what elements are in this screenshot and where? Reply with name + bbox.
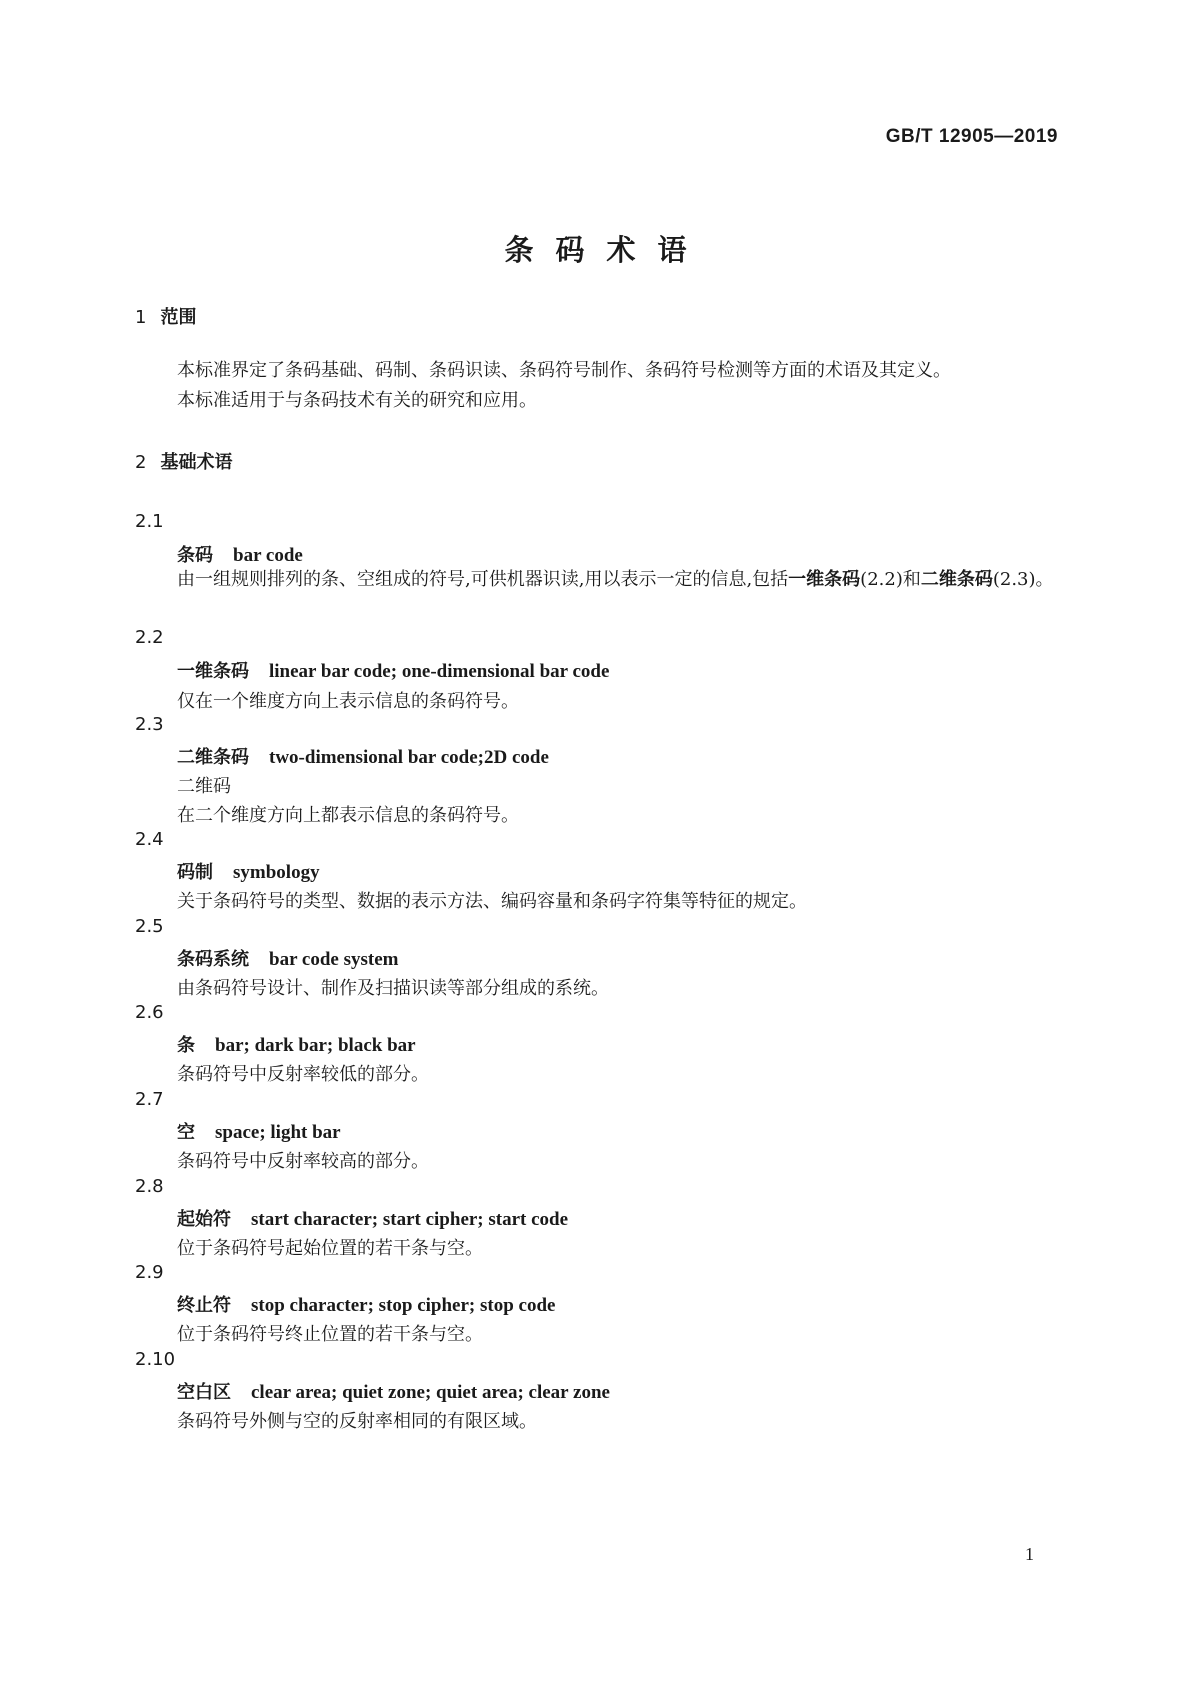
term-chinese: 条码 [177,545,213,566]
term-chinese: 条 [177,1035,195,1056]
term-entry [177,743,549,769]
section-number: 2 [135,452,147,473]
definition-text: 由一组规则排列的条、空组成的符号,可供机器识读,用以表示一定的信息,包括 [177,569,789,590]
term-entry [177,1118,341,1144]
page-number: 1 [1025,1544,1034,1564]
term-english: symbology [233,862,320,883]
term-entry [177,1031,416,1057]
term-english: bar code [233,545,303,566]
term-chinese: 一维条码 [177,661,249,682]
term-entry [177,858,320,884]
clause-number: 2.7 [135,1089,164,1110]
term-english: linear bar code; one-dimensional bar code [269,661,610,682]
term-definition: 条码符号中反射率较高的部分。 [177,1151,429,1172]
term-definition: 位于条码符号终止位置的若干条与空。 [177,1324,483,1345]
section-title: 范围 [160,307,197,328]
clause-number: 2.2 [135,627,164,648]
clause-number: 2.6 [135,1002,164,1023]
term-english: start character; start cipher; start code [251,1209,569,1230]
term-definition: 仅在一个维度方向上表示信息的条码符号。 [177,691,519,712]
term-chinese: 码制 [177,862,213,883]
term-english: bar; dark bar; black bar [215,1035,416,1056]
term-chinese: 起始符 [177,1209,231,1230]
term-chinese: 空白区 [177,1382,231,1403]
clause-number: 2.4 [135,829,164,850]
scope-paragraph-1: 本标准界定了条码基础、码制、条码识读、条码符号制作、条码符号检测等方面的术语及其定义。 [177,360,951,381]
section-title: 基础术语 [160,452,233,473]
term-definition: 关于条码符号的类型、数据的表示方法、编码容量和条码字符集等特征的规定。 [177,891,807,912]
term-english: two-dimensional bar code;2D code [269,747,549,768]
term-definition: 由条码符号设计、制作及扫描识读等部分组成的系统。 [177,978,609,999]
term-definition: 条码符号中反射率较低的部分。 [177,1064,429,1085]
term-entry [177,1378,610,1404]
term-chinese: 终止符 [177,1295,231,1316]
term-entry [177,1205,568,1231]
term-synonym: 二维码 [177,776,231,797]
term-entry [177,1291,555,1317]
standard-number: GB/T 12905—2019 [885,126,1058,147]
term-english: bar code system [269,949,399,970]
term-english: stop character; stop cipher; stop code [251,1295,556,1316]
term-definition: 条码符号外侧与空的反射率相同的有限区域。 [177,1411,537,1432]
term-definition [135,564,1060,595]
term-chinese: 空 [177,1122,195,1143]
term-entry [177,945,398,971]
clause-number: 2.8 [135,1176,164,1197]
clause-number: 2.3 [135,714,164,735]
term-entry [177,657,609,683]
clause-number: 2.10 [135,1349,176,1370]
term-chinese: 二维条码 [177,747,249,768]
cross-reference: 二维条码 [920,569,993,590]
term-definition: 位于条码符号起始位置的若干条与空。 [177,1238,483,1259]
term-english: space; light bar [215,1122,341,1143]
document-title: 条码术语 [504,233,709,267]
definition-text: (2.3)。 [992,569,1054,590]
section-2-heading [135,448,232,474]
clause-number: 2.1 [135,511,164,532]
term-chinese: 条码系统 [177,949,249,970]
section-number: 1 [135,307,147,328]
term-definition: 在二个维度方向上都表示信息的条码符号。 [177,805,519,826]
definition-text: (2.2)和 [860,569,921,590]
cross-reference: 一维条码 [788,569,861,590]
clause-number: 2.9 [135,1262,164,1283]
section-1-heading [135,303,196,329]
term-english: clear area; quiet zone; quiet area; clear zone [251,1382,610,1403]
scope-paragraph-2: 本标准适用于与条码技术有关的研究和应用。 [177,390,537,411]
clause-number: 2.5 [135,916,164,937]
